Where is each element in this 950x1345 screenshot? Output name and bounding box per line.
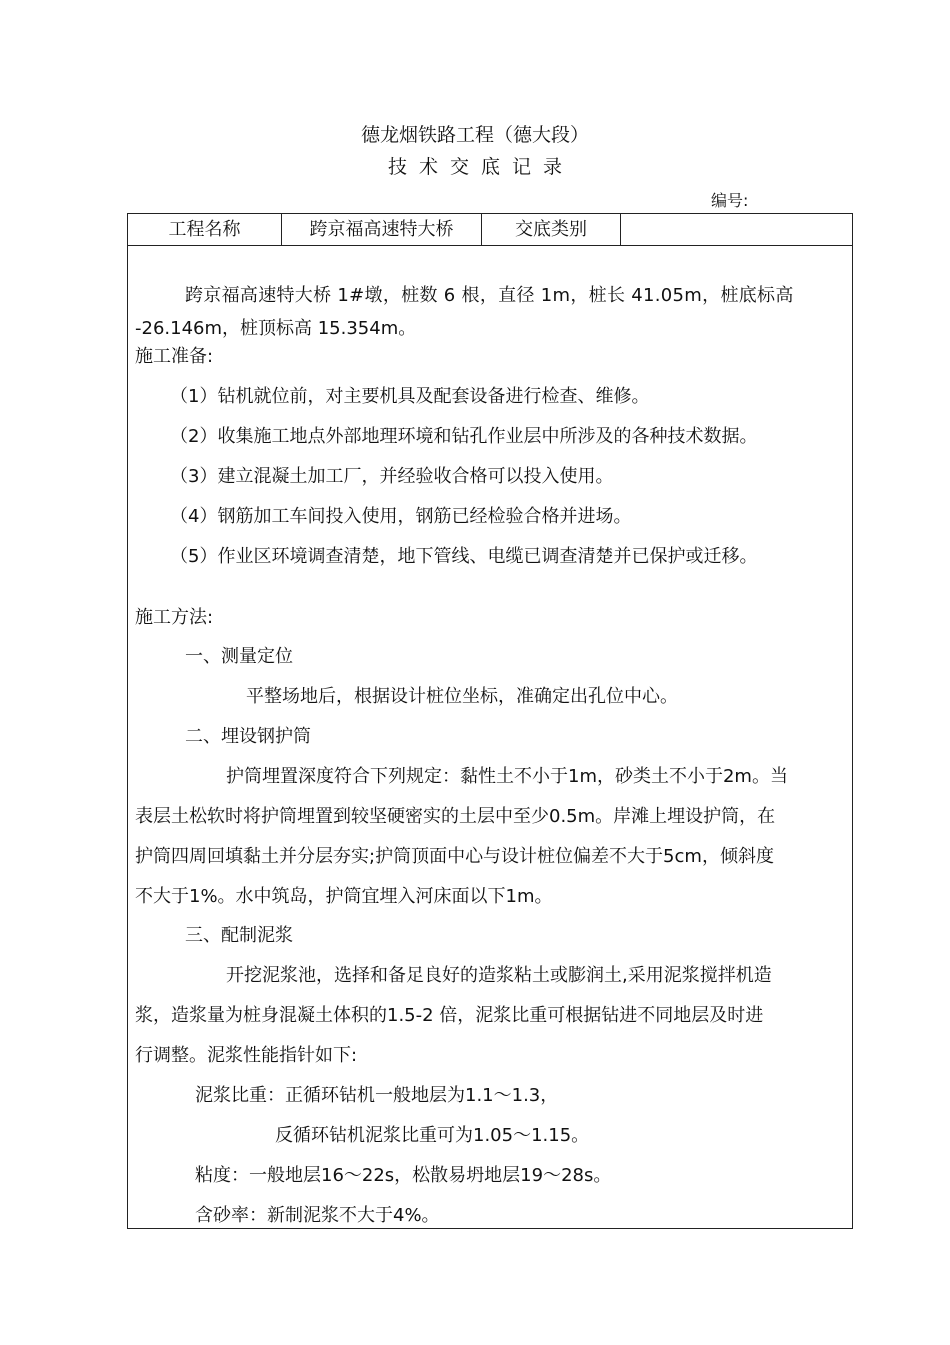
body-line: 含砂率：新制泥浆不大于4%。 bbox=[195, 1205, 440, 1226]
body-line: 平整场地后，根据设计桩位坐标，准确定出孔位中心。 bbox=[246, 686, 678, 707]
project-name-label: 工程名称 bbox=[168, 219, 241, 240]
serial-number-label: 编号: bbox=[711, 191, 749, 210]
disclosure-type-label: 交底类别 bbox=[515, 219, 587, 240]
section-heading: 施工准备: bbox=[135, 346, 214, 367]
body-line: 护筒埋置深度符合下列规定：黏性土不小于1m，砂类土不小于2m。当 bbox=[226, 766, 788, 787]
body-line: 不大于1%。水中筑岛，护筒宜埋入河床面以下1m。 bbox=[135, 886, 553, 907]
body-line: 行调整。泥浆性能指针如下: bbox=[135, 1045, 358, 1066]
body-line: 跨京福高速特大桥 1#墩，桩数 6 根，直径 1m，桩长 41.05m，桩底标高 bbox=[185, 285, 794, 306]
body-line: 开挖泥浆池，选择和备足良好的造浆粘土或膨润土,采用泥浆搅拌机造 bbox=[226, 965, 772, 986]
body-line: 浆，造浆量为桩身混凝土体积的1.5-2 倍，泥浆比重可根据钻进不同地层及时进 bbox=[135, 1005, 764, 1026]
body-line: 反循环钻机泥浆比重可为1.05～1.15。 bbox=[275, 1125, 590, 1146]
subsection-heading: 二、埋设钢护筒 bbox=[185, 726, 311, 747]
list-item: （3）建立混凝土加工厂，并经验收合格可以投入使用。 bbox=[170, 466, 614, 487]
body-line: 粘度：一般地层16～22s，松散易坍地层19～28s。 bbox=[195, 1165, 612, 1186]
list-item: （2）收集施工地点外部地理环境和钻孔作业层中所涉及的各种技术数据。 bbox=[170, 426, 758, 447]
project-name-value: 跨京福高速特大桥 bbox=[309, 219, 454, 240]
body-line: 表层土松软时将护筒埋置到较坚硬密实的土层中至少0.5m。岸滩上埋设护筒，在 bbox=[135, 806, 776, 827]
disclosure-table bbox=[127, 213, 853, 1229]
subsection-heading: 三、配制泥浆 bbox=[185, 925, 293, 946]
list-item: （1）钻机就位前，对主要机具及配套设备进行检查、维修。 bbox=[170, 386, 650, 407]
subsection-heading: 一、测量定位 bbox=[185, 646, 293, 667]
body-line: 泥浆比重：正循环钻机一般地层为1.1～1.3， bbox=[195, 1085, 559, 1106]
list-item: （5）作业区环境调查清楚，地下管线、电缆已调查清楚并已保护或迁移。 bbox=[170, 546, 758, 567]
document-subtitle: 技术交底记录 bbox=[387, 156, 574, 178]
document-title: 德龙烟铁路工程（德大段） bbox=[360, 124, 589, 146]
section-heading: 施工方法: bbox=[135, 607, 214, 628]
body-line: -26.146m，桩顶标高 15.354m。 bbox=[135, 318, 417, 339]
disclosure-type-value bbox=[621, 217, 852, 243]
list-item: （4）钢筋加工车间投入使用，钢筋已经检验合格并进场。 bbox=[170, 506, 632, 527]
body-line: 护筒四周回填黏土并分层夯实;护筒顶面中心与设计桩位偏差不大于5cm，倾斜度 bbox=[135, 846, 774, 867]
